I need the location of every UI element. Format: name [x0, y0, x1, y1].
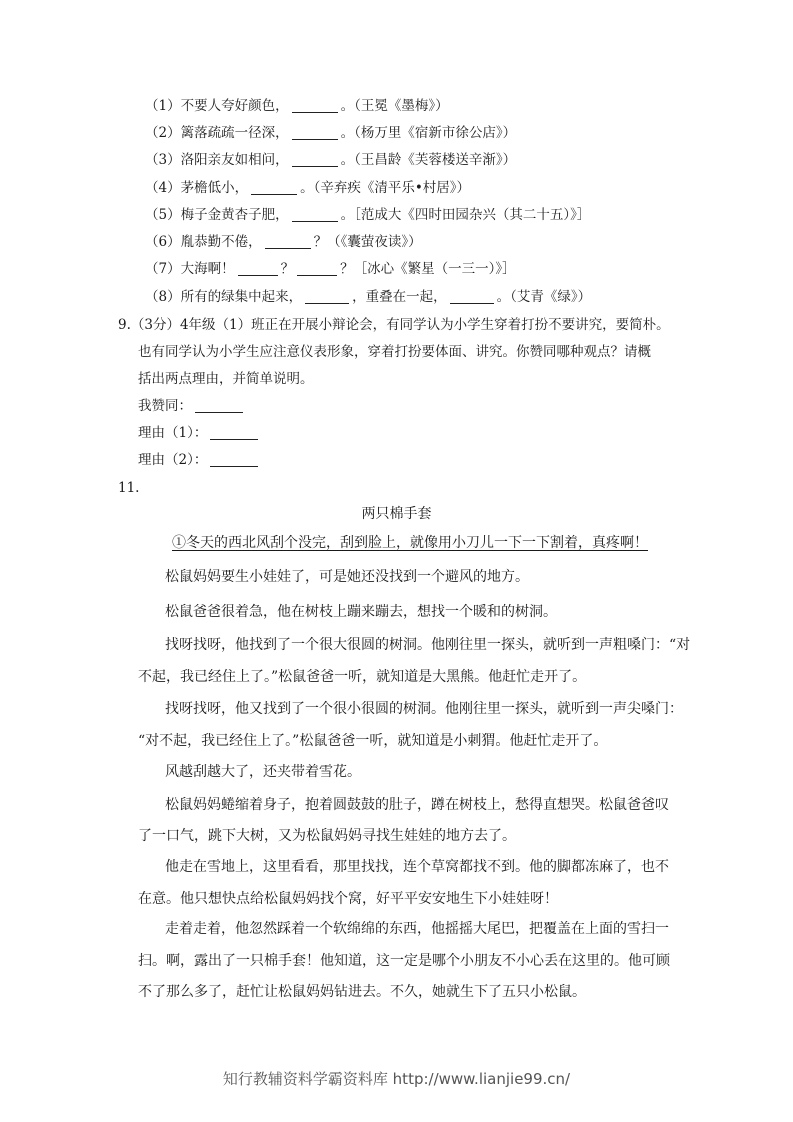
story-line: 松鼠妈妈蜷缩着身子，抱着圆鼓鼓的肚子，蹲在树枝上，愁得直想哭。松鼠爸爸叹 [165, 797, 669, 813]
answer-blank[interactable] [238, 261, 278, 276]
story-line: 不起，我已经住上了。”松鼠爸爸一听，就知道是大黑熊。他赶忙走开了。 [138, 669, 587, 685]
answer-blank[interactable] [292, 98, 338, 113]
poem-source: 。（艾青《绿》） [496, 289, 592, 305]
story-line: 风越刮越大了，还夹带着雪花。 [165, 764, 361, 780]
poem-source: 。（王昌龄《芙蓉楼送辛渐》） [340, 152, 517, 168]
poem-line-1 [145, 97, 449, 115]
story-line: 了一口气，跳下大树，又为松鼠妈妈寻找生娃娃的地方去了。 [138, 828, 516, 844]
poem-line-3 [145, 151, 516, 169]
agree-blank[interactable] [195, 398, 243, 413]
answer-blank[interactable] [297, 261, 337, 276]
footer-text: 知行教辅资料学霸资料库 http://www.lianjie99.cn/ [222, 1070, 571, 1088]
reason-1-label: 理由（1）： [138, 425, 208, 441]
answer-blank[interactable] [450, 289, 494, 304]
question-9-line-1: 9.（3分）4年级（1）班正在开展小辩论会，有同学认为小学生穿着打扮不要讲究，要简朴。 [118, 317, 670, 333]
story-line: 找呀找呀，他找到了一个很大很圆的树洞。他刚往里一探头，就听到一声粗嗓门：“对 [165, 637, 691, 653]
poem-text: （2）篱落疏疏一径深， [145, 125, 289, 141]
poem-line-8 [145, 288, 591, 306]
story-line: 找呀找呀，他又找到了一个很小很圆的树洞。他刚往里一探头，就听到一声尖嗓门： [165, 701, 683, 717]
agree-line [138, 397, 246, 415]
poem-text: ？ [280, 261, 295, 277]
poem-line-5 [145, 206, 590, 224]
story-first-sentence: ①冬天的西北风刮个没完，刮到脸上，就像用小刀儿一下一下割着，真疼啊！ [172, 535, 648, 551]
story-line: 松鼠妈妈要生小娃娃了，可是她还没找到一个避风的地方。 [165, 569, 529, 585]
question-9-line-3: 括出两点理由，并简单说明。 [138, 371, 314, 387]
answer-blank[interactable] [305, 289, 349, 304]
poem-text: ，重叠在一起， [352, 289, 447, 305]
answer-blank[interactable] [292, 125, 338, 140]
answer-blank[interactable] [265, 234, 311, 249]
poem-line-2 [145, 124, 516, 142]
answer-blank[interactable] [251, 180, 297, 195]
reason-2-blank[interactable] [210, 452, 258, 467]
story-line: 他走在雪地上，这里看看，那里找找，连个草窝都找不到。他的脚都冻麻了，也不 [165, 859, 669, 875]
poem-text: （3）洛阳亲友如相问， [145, 152, 289, 168]
question-11-number: 11. [118, 480, 140, 496]
poem-text: （7）大海啊！ [145, 261, 235, 277]
story-line: 扫。啊，露出了一只棉手套！他知道，这一定是哪个小朋友不小心丢在这里的。他可顾 [138, 953, 670, 969]
poem-line-4 [145, 179, 470, 197]
poem-text: （1）不要人夸好颜色， [145, 98, 289, 114]
agree-label: 我赞同： [138, 398, 192, 414]
story-title: 两只棉手套 [361, 506, 432, 522]
story-line: 在意。他只想快点给松鼠妈妈找个窝，好平平安安地生下小娃娃呀！ [138, 891, 558, 907]
poem-source: 。（杨万里《宿新市徐公店》） [340, 125, 517, 141]
reason-2-line [138, 451, 261, 469]
story-line: 松鼠爸爸很着急，他在树枝上蹦来蹦去，想找一个暖和的树洞。 [165, 604, 557, 620]
poem-source: 。［范成大《四时田园杂兴（其二十五）》］ [340, 207, 591, 223]
question-9-line-2: 也有同学认为小学生应注意仪表形象，穿着打扮要体面、讲究。你赞同哪种观点？请概 [138, 344, 651, 360]
story-line: 不了那么多了，赶忙让松鼠妈妈钻进去。不久，她就生下了五只小松鼠。 [138, 984, 586, 1000]
poem-text: （8）所有的绿集中起来， [145, 289, 303, 305]
reason-1-blank[interactable] [210, 425, 258, 440]
reason-2-label: 理由（2）： [138, 452, 208, 468]
answer-blank[interactable] [292, 152, 338, 167]
poem-source: ？［冰心《繁星（一三一）》］ [340, 261, 516, 277]
poem-line-7 [145, 260, 516, 278]
poem-source: 。（辛弃疾《清平乐•村居》） [300, 180, 471, 196]
poem-line-6 [145, 233, 422, 251]
poem-source: 。（王冕《墨梅》） [340, 98, 449, 114]
story-line: “对不起，我已经住上了。”松鼠爸爸一听，就知道是小刺猬。他赶忙走开了。 [138, 733, 608, 749]
story-line: 走着走着，他忽然踩着一个软绵绵的东西，他摇摇大尾巴，把覆盖在上面的雪扫一 [165, 921, 669, 937]
answer-blank[interactable] [292, 207, 338, 222]
poem-text: （5）梅子金黄杏子肥， [145, 207, 289, 223]
poem-source: ？（《囊萤夜读》） [313, 234, 422, 250]
poem-text: （4）茅檐低小， [145, 180, 249, 196]
reason-1-line [138, 424, 261, 442]
poem-text: （6）胤恭勤不倦， [145, 234, 262, 250]
